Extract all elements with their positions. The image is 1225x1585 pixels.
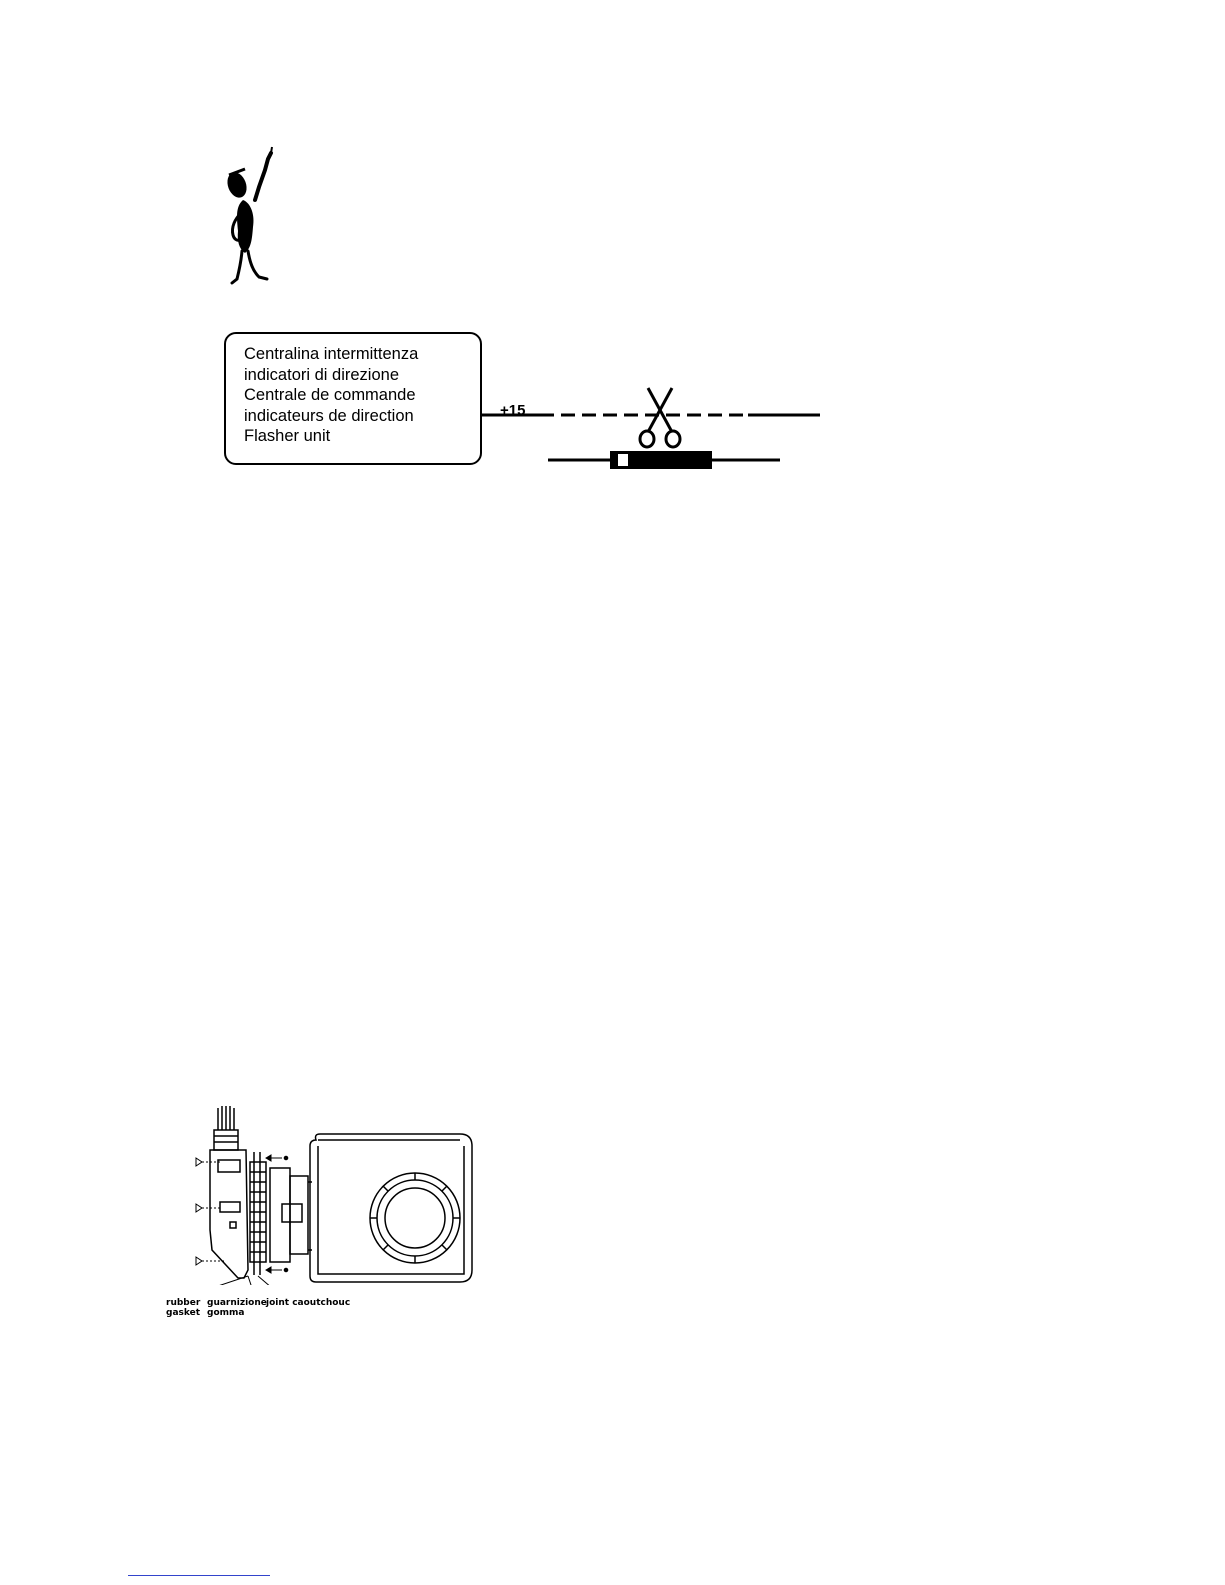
flasher-label-line: indicateurs de direction <box>244 406 414 425</box>
flasher-unit-box <box>224 332 482 465</box>
connector-housing <box>210 1150 248 1278</box>
wire-label: +15 <box>500 402 526 419</box>
wiring-diagram <box>480 380 830 480</box>
cable-icon <box>214 1106 238 1150</box>
flasher-label-line: Centralina intermittenza <box>244 345 419 363</box>
flasher-label-line: indicatori di direzione <box>244 365 400 384</box>
gasket-label-italian: guarnizione gomma <box>207 1298 267 1318</box>
dial-icon <box>370 1173 460 1263</box>
diode-icon <box>548 451 780 469</box>
flasher-unit-assembly-drawing <box>190 1100 480 1285</box>
scissors-icon <box>640 388 680 447</box>
gasket-label-english: rubber gasket <box>166 1298 201 1318</box>
flasher-label-line: Flasher unit <box>244 427 331 445</box>
pointing-man-icon <box>215 145 285 290</box>
footnote-separator <box>128 1575 270 1576</box>
gasket-label-french: joint caoutchouc <box>266 1298 351 1308</box>
rubber-gasket <box>250 1152 266 1275</box>
flasher-case <box>310 1134 472 1282</box>
flasher-label-line: Centrale de commande <box>244 386 416 404</box>
socket-block <box>270 1168 312 1262</box>
